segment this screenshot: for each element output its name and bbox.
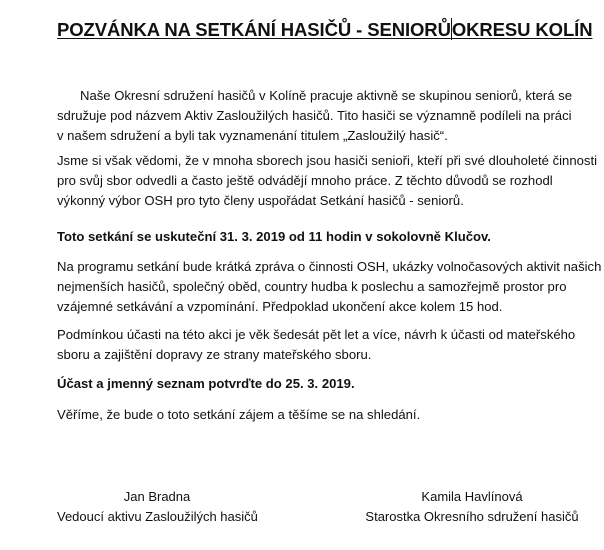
title-part2: OKRESU KOLÍN xyxy=(451,19,593,40)
paragraph-line: pro svůj sbor odvedli a často ještě odvádějí mnoho práce. Z těchto důvodů se rozhodl xyxy=(57,173,553,189)
paragraph-line: Věříme, že bude o toto setkání zájem a těšíme se na shledání. xyxy=(57,407,421,422)
title-part1: POZVÁNKA NA SETKÁNÍ HASIČŮ - SENIORŮ xyxy=(57,19,451,40)
paragraph-line: Naše Okresní sdružení hasičů v Kolíně pracuje aktivně se skupinou seniorů, která se xyxy=(80,88,573,103)
signature-role: Vedoucí aktivu Zasloužilých hasičů xyxy=(57,509,258,524)
paragraph-line: Účast a jmenný seznam potvrďte do 25. 3. 2019. xyxy=(57,376,355,391)
signature-left xyxy=(57,487,257,527)
paragraph-confirmation xyxy=(57,374,587,394)
paragraph-date-venue xyxy=(57,227,587,247)
paragraph-conditions xyxy=(57,325,587,365)
paragraph-reason xyxy=(57,151,597,212)
paragraph-program xyxy=(57,257,602,318)
signature-name: Kamila Havlínová xyxy=(421,489,523,504)
paragraph-line: sdružuje pod názvem Aktiv Zasloužilých hasičů. Tito hasiči se významně podíleli na práci xyxy=(57,108,572,124)
document-title xyxy=(57,18,592,41)
paragraph-closing xyxy=(57,405,587,425)
paragraph-line: Na programu setkání bude krátká zpráva o činnosti OSH, ukázky volnočasových aktivit našich xyxy=(57,259,602,274)
paragraph-line: Toto setkání se uskuteční 31. 3. 2019 od 11 hodin v sokolovně Klučov. xyxy=(57,229,491,244)
signature-name: Jan Bradna xyxy=(123,489,191,504)
signature-right xyxy=(364,487,580,527)
signature-role: Starostka Okresního sdružení hasičů xyxy=(365,509,579,524)
paragraph-line: Podmínkou účasti na této akci je věk šedesát pět let a více, návrh k účasti od mateřského xyxy=(57,327,576,342)
paragraph-intro xyxy=(57,86,587,147)
paragraph-line: v našem sdružení a byli tak vyznamenání titulem „Zasloužilý hasič“. xyxy=(57,128,448,144)
paragraph-line: nejmenších hasičů, společný oběd, country hudba k poslechu a samozřejmě prostor pro xyxy=(57,279,567,295)
paragraph-line: sboru a zajištění dopravy ze strany mateřského sboru. xyxy=(57,347,372,363)
paragraph-line: Jsme si však vědomi, že v mnoha sborech jsou hasiči senioři, kteří při své dlouholeté činnosti xyxy=(57,153,597,168)
paragraph-line: výkonný výbor OSH pro tyto členy uspořádat Setkání hasičů - seniorů. xyxy=(57,193,464,209)
paragraph-line: vzájemné setkávání a vzpomínání. Předpoklad ukončení akce kolem 15 hod. xyxy=(57,299,503,315)
